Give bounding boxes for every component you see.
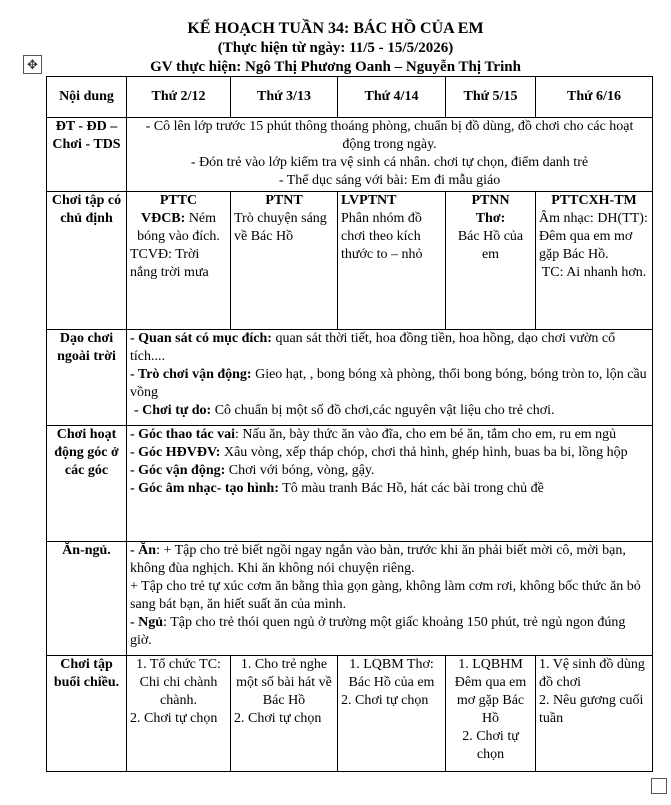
structured-mon (127, 192, 231, 330)
plan-teachers: GV thực hiện: Ngô Thị Phương Oanh – Nguyễn Thị Trinh (150, 59, 521, 75)
col-header-thu: Thứ 5/15 (446, 77, 536, 118)
outdoor-l1: quan sát thời tiết, hoa đồng tiền, hoa hồng, dạo chơi vườn cổ tích.... (130, 331, 616, 364)
afternoon-fri-1: 1. Vệ sinh đồ dùng đồ chơi (539, 657, 645, 690)
row-outdoor (47, 330, 653, 426)
morning-line-3: - Thể dục sáng với bài: Em đi mẫu giáo (278, 173, 501, 188)
outdoor-l3: Cô chuẩn bị một số đồ chơi,các nguyên vật liệu cho trẻ chơi. (211, 403, 555, 418)
morning-content (127, 118, 653, 192)
afternoon-tue (231, 656, 338, 772)
row-corners (47, 426, 653, 542)
outdoor-l2: Gieo hạt, , bong bóng xà phòng, thổi bong bóng, bóng tròn to, lộn cầu vồng (130, 367, 647, 400)
outdoor-l1-head: - Quan sát có mục đích: (130, 331, 272, 346)
corners-l3: Chơi với bóng, vòng, gậy. (225, 463, 375, 478)
structured-fri-extra: TC: Ai nhanh hơn. (541, 265, 647, 280)
afternoon-mon-2: 2. Chơi tự chọn (130, 711, 218, 726)
sleep-l3: : Tập cho trẻ thói quen ngủ ở trường một giấc khoảng 150 phút, trẻ ngủ ngon đúng giờ. (130, 615, 626, 648)
structured-fri (536, 192, 653, 330)
structured-mon-title: PTTC (159, 193, 198, 208)
corners-l4-head: - Góc âm nhạc- tạo hình: (130, 481, 279, 496)
afternoon-wed (338, 656, 446, 772)
corners-l4: Tô màu tranh Bác Hồ, hát các bài trong chủ đề (278, 481, 544, 496)
structured-mon-body: Ném bóng vào đích. (137, 211, 220, 244)
afternoon-mon (127, 656, 231, 772)
sleep-l3-head: - Ngủ (130, 615, 164, 630)
structured-tue-title: PTNT (265, 193, 303, 208)
structured-thu-sub: Thơ: (475, 211, 506, 226)
plan-title: KẾ HOẠCH TUẦN 34: BÁC HỒ CỦA EM (187, 20, 484, 37)
row-label-eat-sleep: Ăn-ngủ. (47, 542, 127, 656)
structured-wed-body: Phân nhóm đồ chơi theo kích thước to – nhỏ (341, 211, 423, 262)
corners-l1-head: - Góc thao tác vai (130, 427, 235, 442)
afternoon-mon-1: 1. Tổ chức TC: Chi chi chành chành. (136, 657, 221, 708)
outdoor-l3-head: - Chơi tự do: (134, 403, 212, 418)
eat-l2: + Tập cho trẻ tự xúc cơm ăn bằng thìa gọn gàng, không làm cơm rơi, không bốc thức ăn bỏ sang bát bạn, ăn hiết suất ăn của mình. (130, 579, 641, 612)
structured-wed-title: LVPTNT (341, 193, 397, 208)
morning-line-1: - Cô lên lớp trước 15 phút thông thoáng phòng, chuẩn bị đồ dùng, đồ chơi cho các hoạt động trong ngày. (145, 119, 634, 152)
afternoon-wed-2: 2. Chơi tự chọn (341, 693, 429, 708)
structured-fri-title: PTTCXH-TM (551, 193, 637, 208)
eat-l1-head: - Ăn (130, 543, 157, 558)
eat-sleep-content (127, 542, 653, 656)
table-header-row (47, 77, 653, 118)
row-label-corners: Chơi hoạt động góc ở các góc (47, 426, 127, 542)
eat-l1: : + Tập cho trẻ biết ngồi ngay ngắn vào bàn, trước khi ăn phải biết mời cô, mời bạn, không đùa nghịch. Khi ăn không nói chuyện riêng. (130, 543, 626, 576)
corners-content (127, 426, 653, 542)
resize-handle-icon[interactable] (651, 778, 667, 794)
col-header-tue: Thứ 3/13 (231, 77, 338, 118)
structured-tue-body: Trò chuyện sáng về Bác Hồ (234, 211, 327, 244)
structured-thu-body: Bác Hồ của em (457, 229, 524, 262)
outdoor-l2-head: - Trò chơi vận động: (130, 367, 252, 382)
afternoon-wed-1: 1. LQBM Thơ: Bác Hồ của em (348, 657, 435, 690)
row-morning (47, 118, 653, 192)
structured-thu-title: PTNN (471, 193, 510, 208)
corners-l3-head: - Góc vận động: (130, 463, 226, 478)
structured-mon-extra: TCVĐ: Trời nắng trời mưa (130, 247, 209, 280)
col-header-content: Nội dung (47, 77, 127, 118)
afternoon-thu-1: 1. LQBHM Đêm qua em mơ gặp Bác Hồ (454, 657, 527, 726)
corners-l2-head: - Góc HĐVĐV: (130, 445, 221, 460)
plan-dates: (Thực hiện từ ngày: 11/5 - 15/5/2026) (217, 40, 454, 56)
weekly-plan-table (46, 76, 653, 772)
col-header-mon: Thứ 2/12 (127, 77, 231, 118)
col-header-fri: Thứ 6/16 (536, 77, 653, 118)
morning-line-2: - Đón trẻ vào lớp kiểm tra vệ sinh cá nhân. chơi tự chọn, điểm danh trẻ (190, 155, 589, 170)
afternoon-fri-2: 2. Nêu gương cuối tuần (539, 693, 644, 726)
structured-thu (446, 192, 536, 330)
table-move-handle-icon[interactable]: ✥ (23, 55, 42, 74)
corners-l1: : Nấu ăn, bày thức ăn vào đĩa, cho em bé ăn, tắm cho em, ru em ngủ (234, 427, 617, 442)
row-label-structured-play: Chơi tập có chủ định (47, 192, 127, 330)
afternoon-thu (446, 656, 536, 772)
afternoon-fri (536, 656, 653, 772)
row-label-afternoon: Chơi tập buổi chiều. (47, 656, 127, 772)
afternoon-thu-2: 2. Chơi tự chọn (462, 729, 519, 762)
outdoor-content (127, 330, 653, 426)
afternoon-tue-1: 1. Cho trẻ nghe một số bài hát về Bác Hồ (236, 657, 332, 708)
row-structured-play (47, 192, 653, 330)
row-afternoon (47, 656, 653, 772)
structured-wed (338, 192, 446, 330)
row-eat-sleep (47, 542, 653, 656)
corners-l2: Xâu vòng, xếp tháp chóp, chơi thả hình, ghép hình, buas ba bi, lồng hộp (220, 445, 628, 460)
col-header-wed: Thứ 4/14 (338, 77, 446, 118)
structured-tue (231, 192, 338, 330)
afternoon-tue-2: 2. Chơi tự chọn (234, 711, 322, 726)
row-label-morning: ĐT - ĐD – Chơi - TDS (47, 118, 127, 192)
structured-fri-body: Âm nhạc: DH(TT): Đêm qua em mơ gặp Bác Hồ. (539, 211, 648, 262)
row-label-outdoor: Dạo chơi ngoài trời (47, 330, 127, 426)
structured-mon-sub: VĐCB: (140, 211, 186, 226)
